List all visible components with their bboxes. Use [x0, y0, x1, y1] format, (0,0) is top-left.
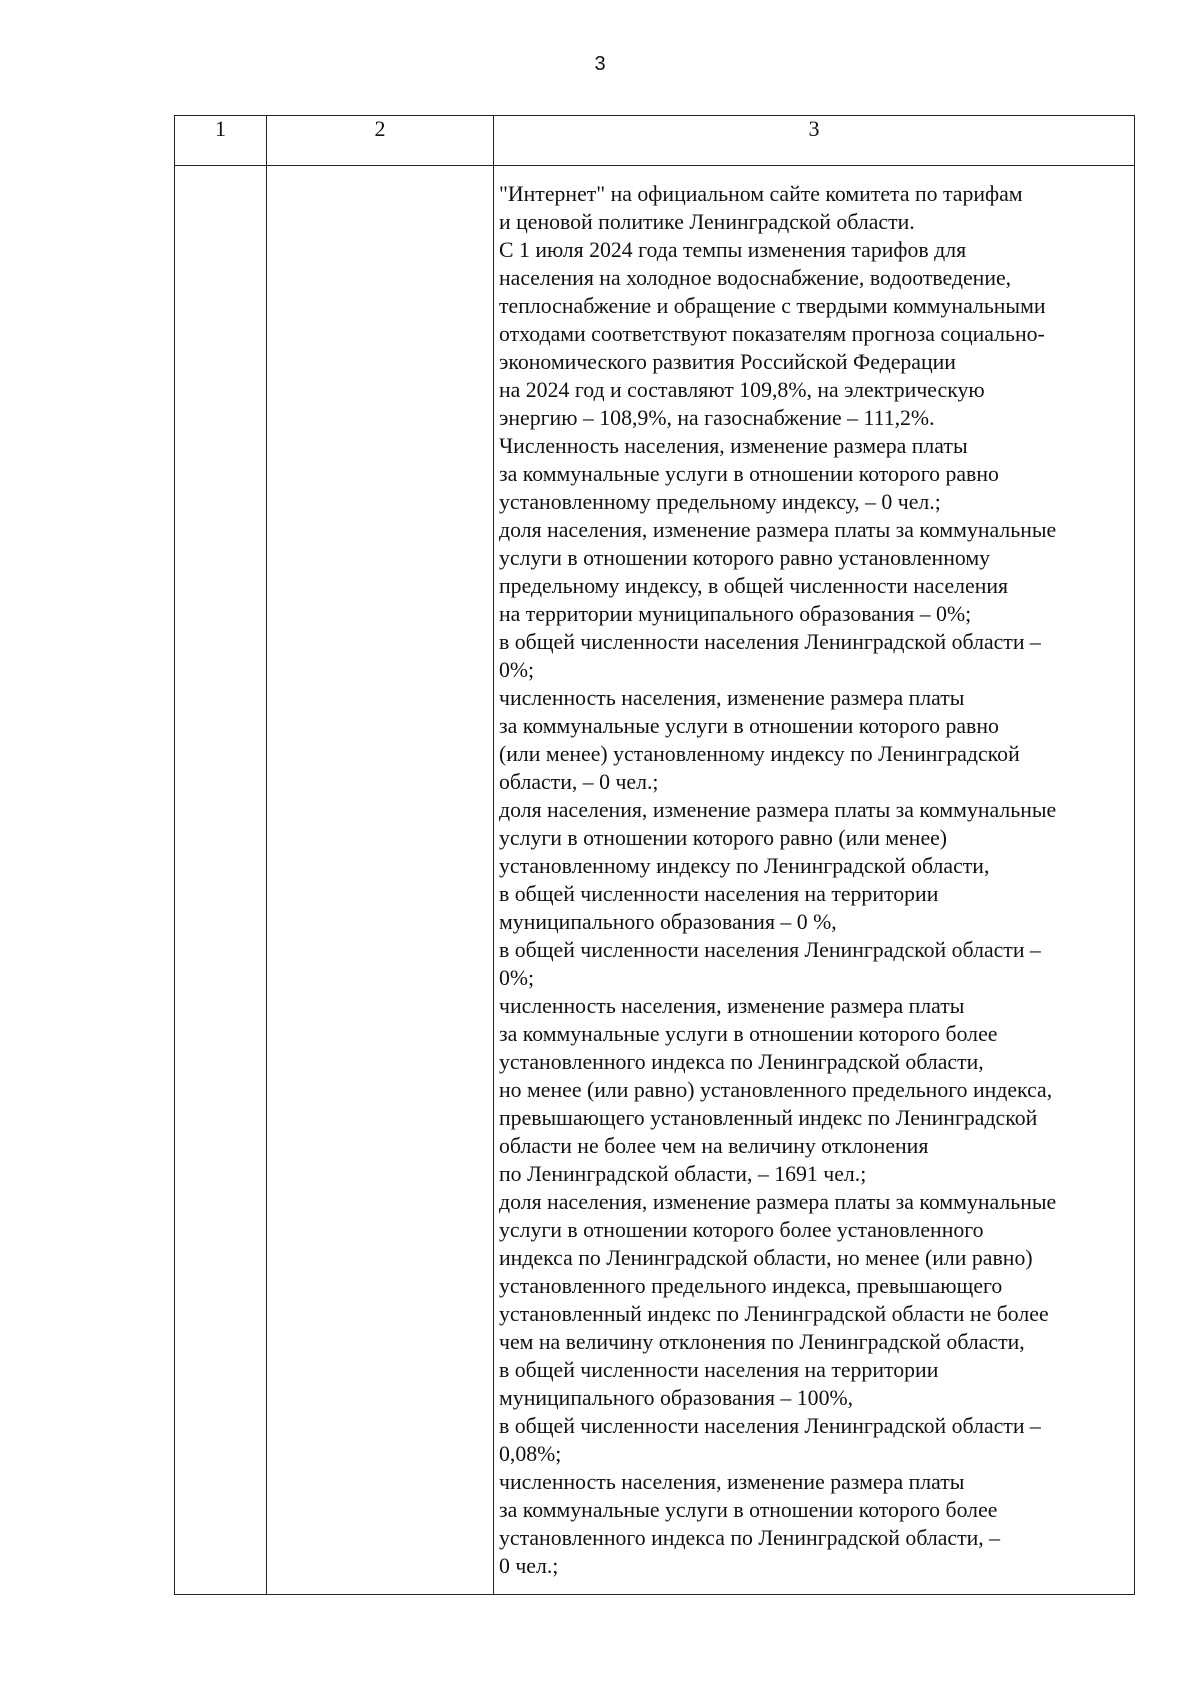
- text-line: за коммунальные услуги в отношении которого более: [499, 1498, 998, 1522]
- text-line: и ценовой политике Ленинградской области.: [499, 210, 915, 234]
- text-line: индекса по Ленинградской области, но менее (или равно): [499, 1246, 1033, 1270]
- text-line: численность населения, изменение размера платы: [499, 994, 965, 1018]
- text-line: чем на величину отклонения по Ленинградской области,: [499, 1330, 1025, 1354]
- text-line: но менее (или равно) установленного предельного индекса,: [499, 1078, 1053, 1102]
- text-line: предельному индексу, в общей численности населения: [499, 574, 1009, 598]
- cell-text-block: [494, 166, 1134, 1590]
- text-line: установленному предельному индексу, – 0 чел.;: [499, 490, 941, 514]
- text-line: численность населения, изменение размера платы: [499, 1470, 965, 1494]
- body-cell-2: [267, 166, 494, 1595]
- text-line: в общей численности населения Ленинградской области –: [499, 938, 1041, 962]
- header-cell-3: 3: [494, 116, 1135, 166]
- text-line: доля населения, изменение размера платы за коммунальные: [499, 518, 1057, 542]
- table-header-row: [175, 116, 1135, 166]
- text-line: численность населения, изменение размера платы: [499, 686, 965, 710]
- document-table: [174, 115, 1135, 1595]
- text-line: 0%;: [499, 966, 535, 990]
- text-line: населения на холодное водоснабжение, водоотведение,: [499, 266, 1012, 290]
- text-line: за коммунальные услуги в отношении которого более: [499, 1022, 998, 1046]
- text-line: отходами соответствуют показателям прогноза социально-: [499, 322, 1045, 346]
- text-line: Численность населения, изменение размера платы: [499, 434, 968, 458]
- text-line: области, – 0 чел.;: [499, 770, 659, 794]
- text-line: (или менее) установленному индексу по Ленинградской: [499, 742, 1020, 766]
- page-number: 3: [594, 53, 606, 75]
- text-line: за коммунальные услуги в отношении которого равно: [499, 714, 999, 738]
- text-line: доля населения, изменение размера платы за коммунальные: [499, 798, 1057, 822]
- text-line: области не более чем на величину отклонения: [499, 1134, 929, 1158]
- text-line: установленного индекса по Ленинградской области,: [499, 1050, 984, 1074]
- text-line: доля населения, изменение размера платы за коммунальные: [499, 1190, 1057, 1214]
- text-line: 0%;: [499, 658, 535, 682]
- table-row: [175, 166, 1135, 1595]
- text-line: услуги в отношении которого равно установленному: [499, 546, 991, 570]
- text-line: в общей численности населения на территории: [499, 882, 939, 906]
- header-cell-2: 2: [267, 116, 494, 166]
- text-line: по Ленинградской области, – 1691 чел.;: [499, 1162, 867, 1186]
- text-line: за коммунальные услуги в отношении которого равно: [499, 462, 999, 486]
- text-line: услуги в отношении которого равно (или менее): [499, 826, 948, 850]
- text-line: С 1 июля 2024 года темпы изменения тарифов для: [499, 238, 967, 262]
- text-line: энергию – 108,9%, на газоснабжение – 111,2%.: [499, 406, 935, 430]
- text-line: на 2024 год и составляют 109,8%, на электрическую: [499, 378, 985, 402]
- text-line: установленный индекс по Ленинградской области не более: [499, 1302, 1049, 1326]
- body-cell-3: [494, 166, 1135, 1595]
- text-line: экономического развития Российской Федерации: [499, 350, 956, 374]
- text-line: 0 чел.;: [499, 1554, 559, 1578]
- body-cell-1: [175, 166, 267, 1595]
- text-line: 0,08%;: [499, 1442, 562, 1466]
- text-line: установленного предельного индекса, превышающего: [499, 1274, 1003, 1298]
- text-line: на территории муниципального образования – 0%;: [499, 602, 972, 626]
- text-line: превышающего установленный индекс по Ленинградской: [499, 1106, 1038, 1130]
- text-line: "Интернет" на официальном сайте комитета по тарифам: [499, 182, 1023, 206]
- text-line: установленному индексу по Ленинградской области,: [499, 854, 990, 878]
- text-line: установленного индекса по Ленинградской области, –: [499, 1526, 1001, 1550]
- text-line: в общей численности населения Ленинградской области –: [499, 1414, 1041, 1438]
- text-line: муниципального образования – 0 %,: [499, 910, 837, 934]
- text-line: теплоснабжение и обращение с твердыми коммунальными: [499, 294, 1046, 318]
- header-cell-1: 1: [175, 116, 267, 166]
- text-line: муниципального образования – 100%,: [499, 1386, 854, 1410]
- text-line: услуги в отношении которого более установленного: [499, 1218, 984, 1242]
- text-line: в общей численности населения Ленинградской области –: [499, 630, 1041, 654]
- text-line: в общей численности населения на территории: [499, 1358, 939, 1382]
